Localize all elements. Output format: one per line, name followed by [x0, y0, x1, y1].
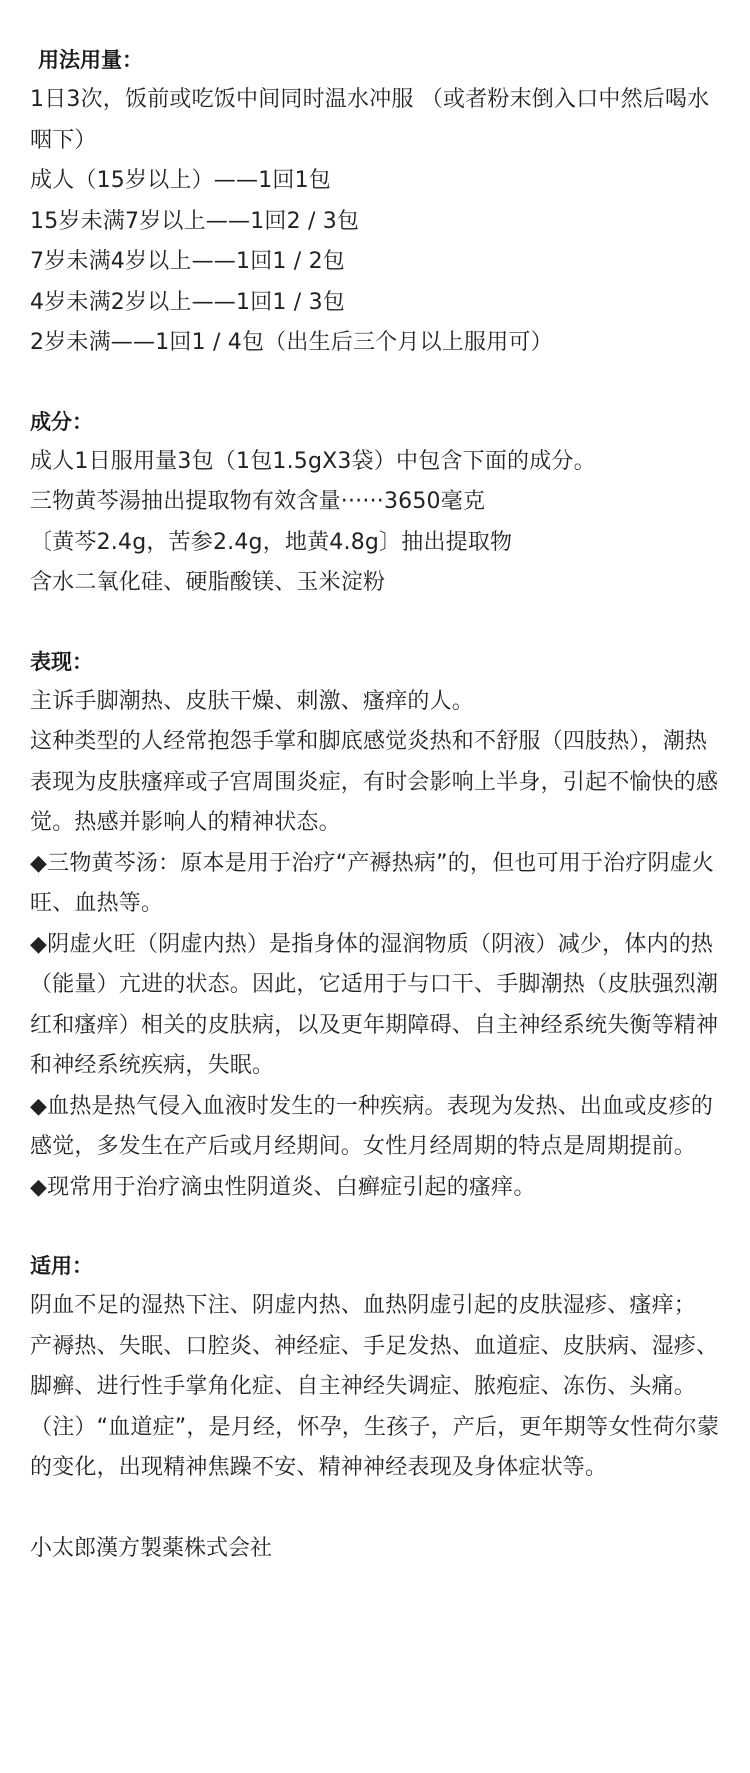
ingredients-line: 成人1日服用量3包（1包1.5gX3袋）中包含下面的成分。: [30, 448, 596, 474]
usage-line: 15岁未满7岁以上——1回2 / 3包: [30, 208, 360, 234]
indications-paragraph: 阴血不足的湿热下注、阴虚内热、血热阴虚引起的皮肤湿疹、瘙痒；: [30, 1293, 697, 1318]
usage-line: 2岁未满——1回1 / 4包（出生后三个月以上服用可）: [30, 330, 553, 355]
usage-line: 成人（15岁以上）——1回1包: [30, 168, 331, 193]
indications-paragraph: 产褥热、失眠、口腔炎、神经症、手足发热、血道症、皮肤病、湿疹、脚癣、进行性手掌角化症、自主神经失调症、脓疱症、冻伤、头痛。: [30, 1333, 719, 1399]
usage-line: 1日3次，饭前或吃饭中间同时温水冲服 （或者粉末倒入口中然后喝水咽下）: [30, 87, 710, 153]
ingredients-heading: 成分：: [30, 409, 93, 434]
ingredients-line: 三物黄芩湯抽出提取物有效含量······3650毫克: [30, 489, 486, 514]
usage-line: 7岁未满4岁以上——1回1 / 2包: [30, 249, 345, 274]
usage-line: 4岁未满2岁以上——1回1 / 3包: [30, 289, 345, 315]
symptoms-paragraph: ◆阴虚火旺（阴虚内热）是指身体的湿润物质（阴液）减少，体内的热（能量）亢进的状态。因此，它适用于与口干、手脚潮热（皮肤强烈潮红和瘙痒）相关的皮肤病，以及更年期障碍、自主神经系统失衡等精神和神经系统疾病，失眠。: [30, 931, 719, 1078]
ingredients-section: [30, 402, 722, 604]
symptoms-paragraph: ◆现常用于治疗滴虫性阴道炎、白癣症引起的瘙痒。: [30, 1174, 536, 1200]
symptoms-paragraph: 这种类型的人经常抱怨手掌和脚底感觉炎热和不舒服（四肢热），潮热表现为皮肤瘙痒或子宫周围炎症，有时会影响上半身，引起不愉快的感觉。热感并影响人的精神状态。: [30, 729, 719, 835]
indications-paragraph: （注）“血道症”，是月经，怀孕，生孩子，产后，更年期等女性荷尔蒙的变化，出现精神焦躁不安、精神神经表现及身体症状等。: [30, 1414, 720, 1480]
company-name: 小太郎漢方製薬株式会社: [30, 1535, 273, 1561]
indications-heading: 适用：: [30, 1254, 93, 1278]
symptoms-heading: 表现：: [30, 649, 93, 674]
symptoms-paragraph: ◆三物黄芩汤：原本是用于治疗“产褥热病”的，但也可用于治疗阴虚火旺、血热等。: [30, 850, 715, 916]
usage-heading: 用法用量：: [38, 48, 143, 72]
usage-section: [30, 40, 722, 364]
ingredients-line: 〔黄芩2.4g，苦参2.4g，地黄4.8g〕抽出提取物: [30, 529, 513, 555]
ingredients-line: 含水二氧化硅、硬脂酸镁、玉米淀粉: [30, 570, 386, 595]
symptoms-paragraph: ◆血热是热气侵入血液时发生的一种疾病。表现为发热、出血或皮疹的感觉，多发生在产后或月经期间。女性月经周期的特点是周期提前。: [30, 1093, 714, 1159]
symptoms-paragraph: 主诉手脚潮热、皮肤干燥、刺激、瘙痒的人。: [30, 688, 475, 714]
indications-section: [30, 1246, 722, 1489]
symptoms-section: [30, 642, 722, 1209]
